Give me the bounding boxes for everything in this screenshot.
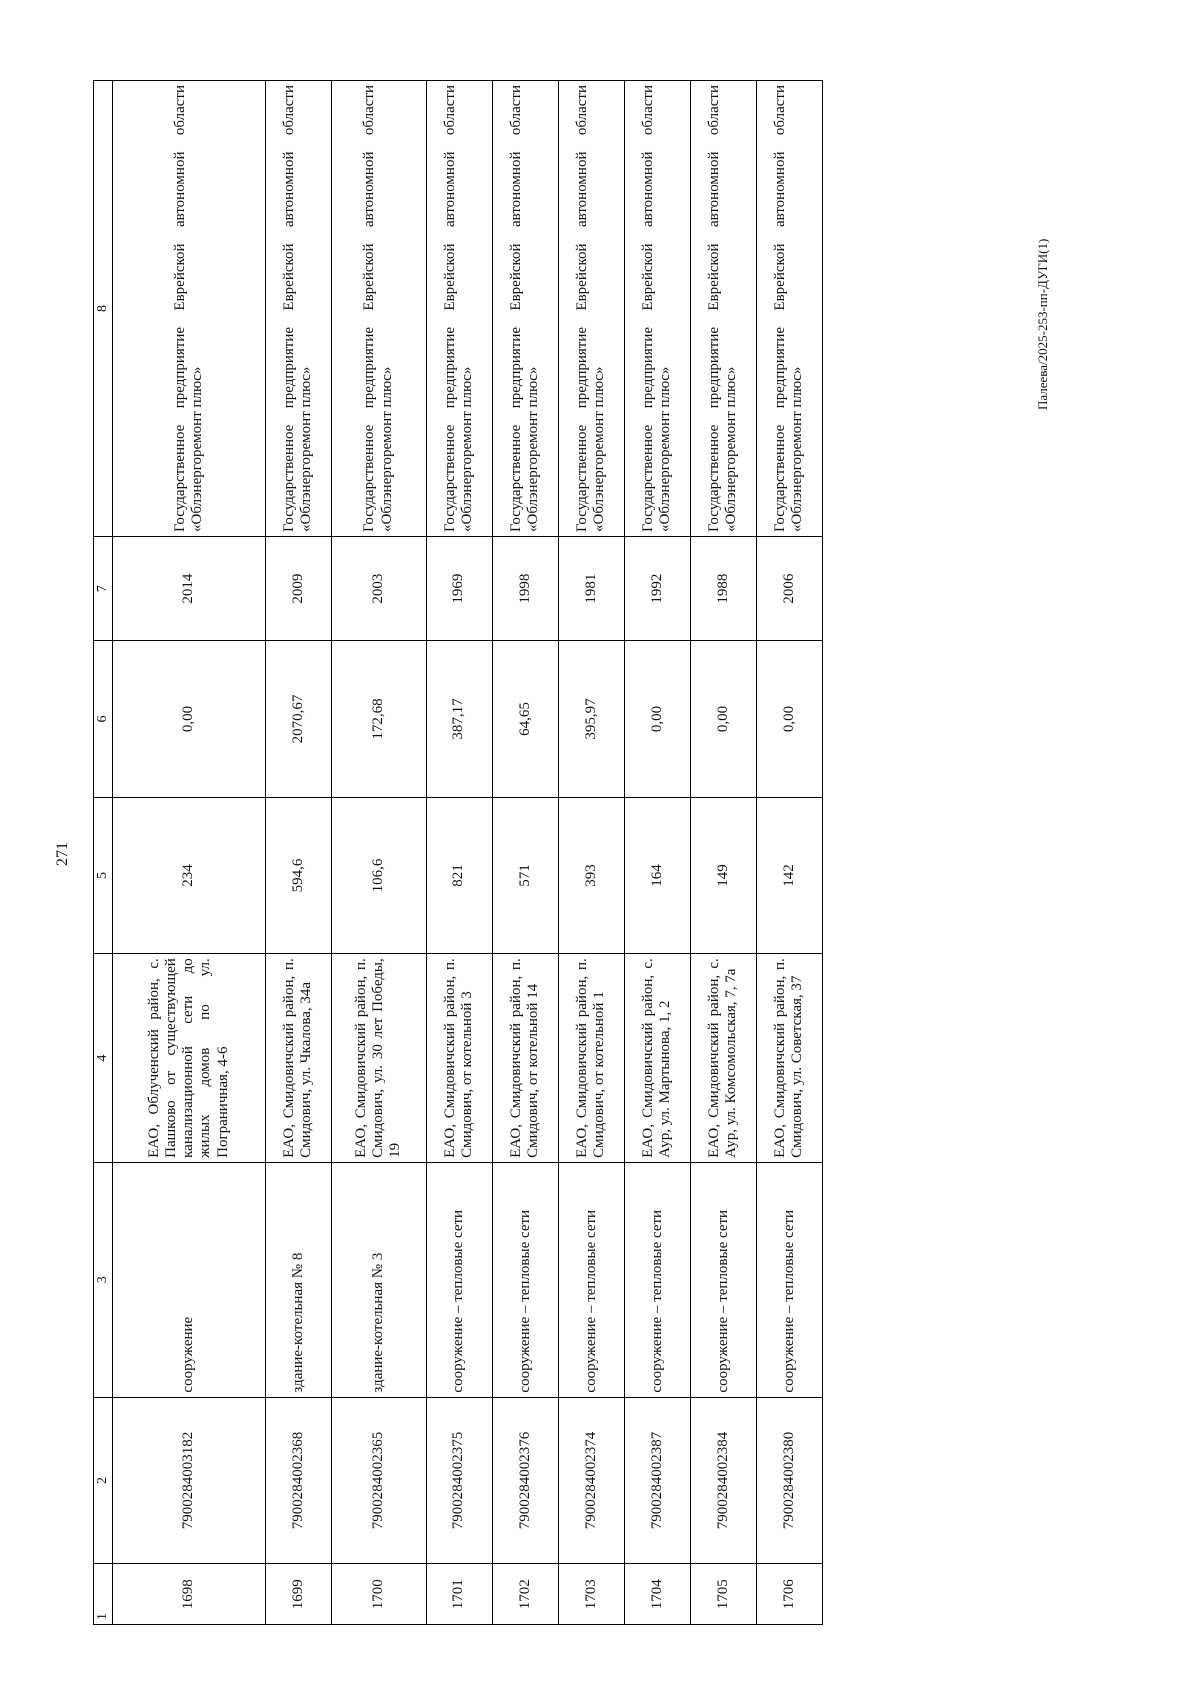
owner: Государственное предприятие Еврейской автономной области «Облэнергоремонт плюс» [690, 81, 756, 537]
year: 2003 [331, 536, 426, 640]
object-type: здание-котельная № 8 [265, 1162, 331, 1397]
value-col6: 0,00 [756, 641, 822, 797]
object-type: сооружение – тепловые сети [492, 1162, 558, 1397]
registry-table-container [93, 80, 823, 1625]
owner: Государственное предприятие Еврейской автономной области «Облэнергоремонт плюс» [624, 81, 690, 537]
owner: Государственное предприятие Еврейской автономной области «Облэнергоремонт плюс» [756, 81, 822, 537]
row-number: 1702 [492, 1564, 558, 1625]
object-address: ЕАО, Смидовичский район, п. Смидович, от котельной 1 [558, 954, 624, 1163]
owner: Государственное предприятие Еврейской автономной области «Облэнергоремонт плюс» [558, 81, 624, 537]
row-number: 1698 [113, 1564, 266, 1625]
value-col6: 395,97 [558, 641, 624, 797]
cadastral-number: 7900284002384 [690, 1397, 756, 1564]
row-number: 1701 [426, 1564, 492, 1625]
row-number: 1699 [265, 1564, 331, 1625]
column-header: 8 [94, 81, 113, 537]
year: 1969 [426, 536, 492, 640]
cadastral-number: 7900284002375 [426, 1397, 492, 1564]
value-col5: 821 [426, 797, 492, 953]
object-type: сооружение – тепловые сети [690, 1162, 756, 1397]
registry-table [93, 80, 823, 1625]
cadastral-number: 7900284002365 [331, 1397, 426, 1564]
column-header: 4 [94, 954, 113, 1163]
column-header: 6 [94, 641, 113, 797]
value-col5: 149 [690, 797, 756, 953]
cadastral-number: 7900284002374 [558, 1397, 624, 1564]
object-type: сооружение – тепловые сети [756, 1162, 822, 1397]
value-col6: 2070,67 [265, 641, 331, 797]
year: 1988 [690, 536, 756, 640]
column-header: 1 [94, 1564, 113, 1625]
column-header: 7 [94, 536, 113, 640]
column-header: 3 [94, 1162, 113, 1397]
row-number: 1703 [558, 1564, 624, 1625]
object-address: ЕАО, Смидовичский район, с. Аур, ул. Мартынова, 1, 2 [624, 954, 690, 1163]
column-header: 5 [94, 797, 113, 953]
table-row [113, 81, 266, 1625]
cadastral-number: 7900284002376 [492, 1397, 558, 1564]
year: 2014 [113, 536, 266, 640]
table-row [331, 81, 426, 1625]
column-header: 2 [94, 1397, 113, 1564]
value-col5: 571 [492, 797, 558, 953]
row-number: 1706 [756, 1564, 822, 1625]
value-col5: 393 [558, 797, 624, 953]
value-col5: 594,6 [265, 797, 331, 953]
table-row [265, 81, 331, 1625]
object-type: здание-котельная № 3 [331, 1162, 426, 1397]
object-type: сооружение – тепловые сети [426, 1162, 492, 1397]
table-row [756, 81, 822, 1625]
year: 1981 [558, 536, 624, 640]
cadastral-number: 7900284002380 [756, 1397, 822, 1564]
value-col6: 0,00 [113, 641, 266, 797]
value-col6: 0,00 [690, 641, 756, 797]
value-col5: 106,6 [331, 797, 426, 953]
value-col5: 234 [113, 797, 266, 953]
row-number: 1704 [624, 1564, 690, 1625]
owner: Государственное предприятие Еврейской автономной области «Облэнергоремонт плюс» [331, 81, 426, 537]
object-address: ЕАО, Смидовичский район, с. Аур, ул. Комсомольская, 7, 7а [690, 954, 756, 1163]
owner: Государственное предприятие Еврейской автономной области «Облэнергоремонт плюс» [492, 81, 558, 537]
table-row [492, 81, 558, 1625]
header-row [94, 81, 113, 1625]
value-col5: 142 [756, 797, 822, 953]
cadastral-number: 7900284002368 [265, 1397, 331, 1564]
object-address: ЕАО, Смидовичский район, п. Смидович, ул. Чкалова, 34а [265, 954, 331, 1163]
value-col6: 0,00 [624, 641, 690, 797]
object-address: ЕАО, Смидовичский район, п. Смидович, ул. 30 лет Победы, 19 [331, 954, 426, 1163]
year: 1992 [624, 536, 690, 640]
table-row [558, 81, 624, 1625]
year: 2009 [265, 536, 331, 640]
object-type: сооружение [113, 1162, 266, 1397]
value-col5: 164 [624, 797, 690, 953]
table-row [690, 81, 756, 1625]
owner: Государственное предприятие Еврейской автономной области «Облэнергоремонт плюс» [113, 81, 266, 537]
object-address: ЕАО, Смидовичский район, п. Смидович, от котельной 14 [492, 954, 558, 1163]
object-address: ЕАО, Облученский район, с. Пашково от существующей канализационной сети до жилых домов по ул. Пограничная, 4-6 [113, 954, 266, 1163]
table-row [426, 81, 492, 1625]
value-col6: 172,68 [331, 641, 426, 797]
value-col6: 64,65 [492, 641, 558, 797]
row-number: 1700 [331, 1564, 426, 1625]
document-reference: Палеева/2025-253-пп-ДУГИ(1) [1035, 238, 1050, 410]
object-type: сооружение – тепловые сети [624, 1162, 690, 1397]
cadastral-number: 7900284003182 [113, 1397, 266, 1564]
object-type: сооружение – тепловые сети [558, 1162, 624, 1397]
value-col6: 387,17 [426, 641, 492, 797]
object-address: ЕАО, Смидовичский район, п. Смидович, ул. Советская, 37 [756, 954, 822, 1163]
owner: Государственное предприятие Еврейской автономной области «Облэнергоремонт плюс» [265, 81, 331, 537]
year: 1998 [492, 536, 558, 640]
owner: Государственное предприятие Еврейской автономной области «Облэнергоремонт плюс» [426, 81, 492, 537]
row-number: 1705 [690, 1564, 756, 1625]
cadastral-number: 7900284002387 [624, 1397, 690, 1564]
year: 2006 [756, 536, 822, 640]
table-row [624, 81, 690, 1625]
page-number: 271 [54, 842, 71, 866]
object-address: ЕАО, Смидовичский район, п. Смидович, от котельной 3 [426, 954, 492, 1163]
